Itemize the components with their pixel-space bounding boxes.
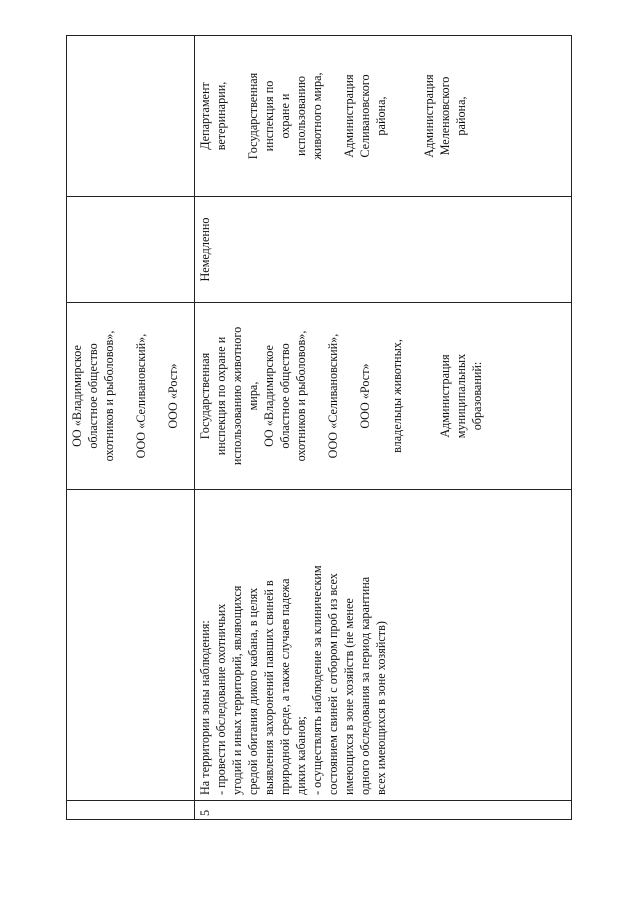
executor-line: ООО «Рост» bbox=[166, 363, 180, 429]
executor-line: мира, bbox=[246, 381, 260, 411]
executor-line: Государственная bbox=[198, 352, 212, 440]
executor-line: образований: bbox=[470, 361, 484, 431]
action-line: - провести обследование охотничьих bbox=[214, 603, 228, 795]
executor-line: охотников и рыболовов», bbox=[102, 330, 116, 462]
cell-number-empty bbox=[67, 801, 195, 820]
cell-responsible-empty bbox=[67, 36, 195, 197]
cell-term: Немедленно bbox=[195, 197, 572, 303]
action-line: диких кабанов; bbox=[294, 716, 308, 795]
responsible-line: района, bbox=[374, 96, 388, 136]
executor-line: ООО «Рост» bbox=[358, 363, 372, 429]
executor-line: муниципальных bbox=[454, 353, 468, 439]
executor-line: Администрация bbox=[438, 354, 452, 438]
action-line: выявления захоронений павших свиней в bbox=[262, 580, 276, 795]
executor-line: владельцы животных, bbox=[390, 339, 404, 453]
cell-number: 5 bbox=[195, 801, 572, 820]
action-line: средой обитания дикого кабана, в целях bbox=[246, 587, 260, 795]
action-line: угодий и иных территорий, являющихся bbox=[230, 585, 244, 795]
executor-line: охотников и рыболовов», bbox=[294, 330, 308, 462]
responsible-line: района, bbox=[454, 96, 468, 136]
responsible-line: инспекция по bbox=[262, 80, 276, 152]
responsible-line: Администрация bbox=[422, 74, 436, 158]
action-line: состоянием свиней с отбором проб из всех bbox=[326, 573, 340, 795]
responsible-line: Селивановского bbox=[358, 74, 372, 158]
responsible-line: Меленковского bbox=[438, 76, 452, 156]
executor-line: ОО «Владимирское bbox=[262, 345, 276, 447]
executor-line: инспекция по охране и bbox=[214, 336, 228, 456]
measures-table bbox=[66, 35, 572, 820]
cell-executors bbox=[195, 303, 572, 490]
executor-line: использованию животного bbox=[230, 326, 244, 466]
rotated-table-container bbox=[66, 40, 571, 820]
cell-executors bbox=[67, 303, 195, 490]
table-row-continued bbox=[67, 36, 195, 820]
action-line: природной среде, а также случаев падежа bbox=[278, 578, 292, 795]
responsible-line: Администрация bbox=[342, 74, 356, 158]
executor-line: ООО «Селивановский», bbox=[326, 333, 340, 459]
responsible-line: животного мира, bbox=[310, 72, 324, 160]
executor-line: ОО «Владимирское bbox=[70, 345, 84, 447]
responsible-line: ветеринарии, bbox=[214, 81, 228, 151]
action-line: На территории зоны наблюдения: bbox=[198, 620, 212, 795]
cell-actions-empty bbox=[67, 490, 195, 801]
action-line: всех имеющихся в зоне хозяйств) bbox=[374, 621, 388, 795]
action-line: - осуществлять наблюдение за клиническим bbox=[310, 565, 324, 795]
cell-actions bbox=[195, 490, 572, 801]
responsible-line: Государственная bbox=[246, 72, 260, 160]
cell-responsible bbox=[195, 36, 572, 197]
executor-line: областное общество bbox=[86, 343, 100, 449]
responsible-line: Департамент bbox=[198, 82, 212, 150]
cell-term-empty bbox=[67, 197, 195, 303]
action-line: одного обследования за период карантина bbox=[358, 576, 372, 795]
action-line: имеющихся в зоне хозяйств (не менее bbox=[342, 598, 356, 795]
executor-line: областное общество bbox=[278, 343, 292, 449]
executor-line: ООО «Селивановский», bbox=[134, 333, 148, 459]
responsible-line: использованию bbox=[294, 75, 308, 157]
table-row-5 bbox=[195, 36, 572, 820]
responsible-line: охране и bbox=[278, 93, 292, 139]
